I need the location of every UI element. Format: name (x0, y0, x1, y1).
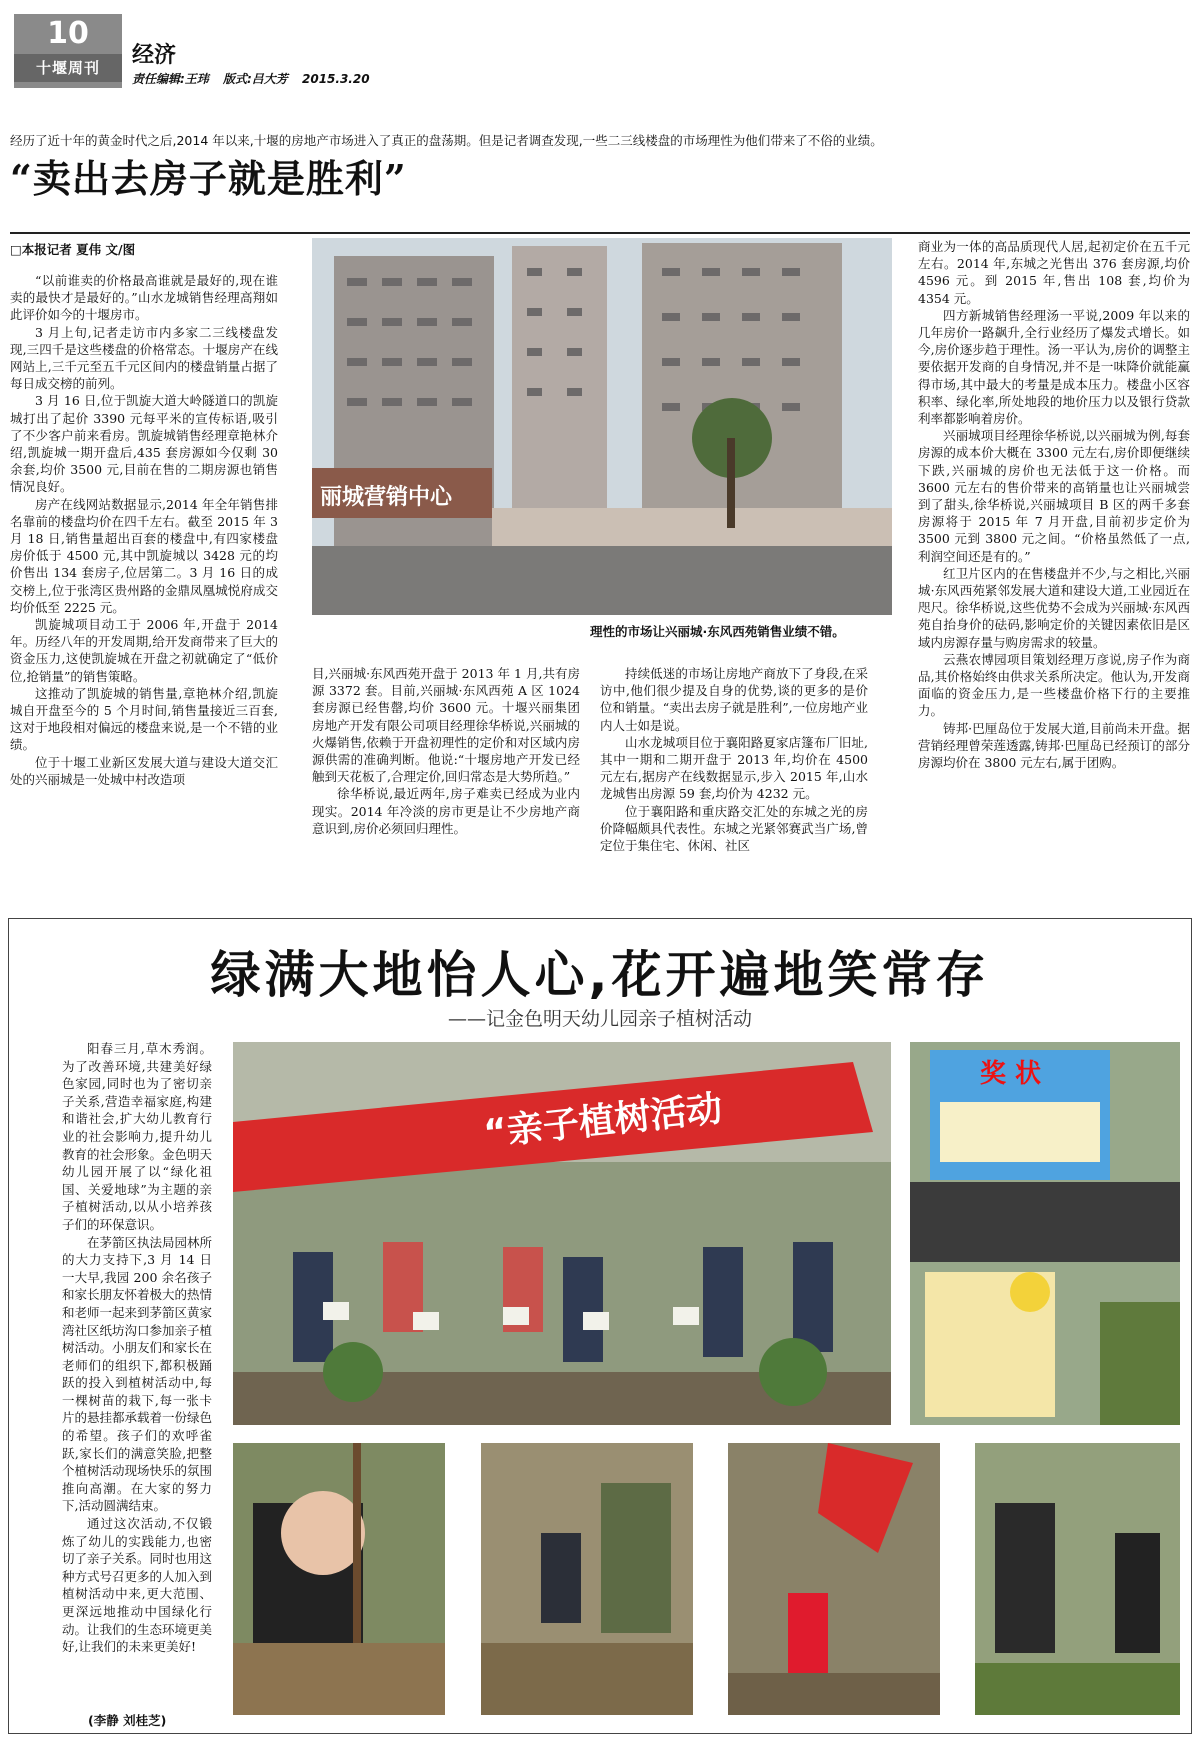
page-number-box (14, 14, 122, 88)
girl-flag-photo (728, 1443, 940, 1715)
paragraph: 徐华桥说,最近两年,房子难卖已经成为业内现实。2014 年冷淡的房市更是让不少房地产商意识到,房价必须回归理性。 (312, 786, 580, 836)
paragraph: 凯旋城项目动工于 2006 年,开盘于 2014 年。历经八年的开发周期,给开发商带来了巨大的资金压力,这使凯旋城在开盘之初就确定了“低价位,抢销量”的销售策略。 (10, 617, 278, 684)
paragraph: 四方新城销售经理汤一平说,2009 年以来的几年房价一路飙升,全行业经历了爆发式增长。如今,房价逐步趋于理性。汤一平认为,房价的调整主要依据开发商的自身情况,并不是一味降价就能赢得市场,其中最大的考量是成本压力。楼盘小区容积率、绿化率,所处地段的地价压力以及银行贷款利率都影响着房价。 (918, 307, 1190, 427)
article-lead: 经历了近十年的黄金时代之后,2014 年以来,十堰的房地产市场进入了真正的盘荡期。但是记者调查发现,一些二三线楼盘的市场理性为他们带来了不俗的业绩。 (10, 133, 883, 148)
paper-name: 十堰周刊 (14, 54, 122, 82)
paragraph: 房产在线网站数据显示,2014 年全年销售排名靠前的楼盘均价在四千左右。截至 2015 年 3 月 18 日,销售量超出百套的楼盘中,有四家楼盘房价低于 4500 元,其中凯旋城以 3428 元的均价售出 134 套房子,位居第二。3 月 16 日的成交榜上,位于张湾区贵州路的金鼎凤凰城悦府成交均价低至 2225 元。 (10, 496, 278, 615)
paragraph: 3 月上旬,记者走访市内多家二三线楼盘发现,三四千是这些楼盘的价格常态。十堰房产在线网站上,三千元至五千元区间内的楼盘销量占据了每日成交榜的前列。 (10, 324, 278, 392)
article-column-1 (10, 272, 278, 900)
article2-signature: (李静 刘桂芝) (88, 1713, 167, 1728)
paragraph: 通过这次活动,不仅锻炼了幼儿的实践能力,也密切了亲子关系。同时也用这种方式号召更多的人加入到植树活动中来,更大范围、更深远地推动中国绿化行动。让我们的生态环境更美好,让我们的未来更美好! (62, 1516, 212, 1655)
paragraph: 在茅箭区执法局园林所的大力支持下,3 月 14 日一大早,我园 200 余名孩子和家长朋友怀着极大的热情和老师一起来到茅箭区黄家湾社区纸坊沟口参加亲子植树活动。小朋友们和家长在老师们的组织下,都积极踊跃的投入到植树活动中,每一棵树苗的栽下,每一张卡片的悬挂都承载着一份绿色的希望。孩子们的欢呼雀跃,家长们的满意笑脸,把整个植树活动现场快乐的氛围推向高潮。在大家的努力下,活动圆满结束。 (62, 1234, 212, 1514)
banner-text: “亲子植树活动 (481, 1088, 725, 1155)
paragraph: 位于十堰工业新区发展大道与建设大道交汇处的兴丽城是一处城中村改造项 (10, 754, 278, 787)
editor-credit (132, 70, 380, 87)
article2-body (62, 1040, 212, 1708)
editor: 责任编辑:王玮 (132, 72, 209, 86)
article-column-4 (918, 238, 1190, 900)
article-headline: “卖出去房子就是胜利” (10, 156, 407, 201)
article-column-2 (312, 665, 580, 900)
paragraph: 云燕农博园项目策划经理万彦说,房子作为商品,其价格始终由供求关系所决定。他认为,开发商面临的资金压力,是一些楼盘价格下行的主要推力。 (918, 651, 1190, 719)
page-number: 10 (47, 16, 89, 51)
award-title: 奖 状 (980, 1059, 1042, 1089)
issue-date: 2015.3.20 (302, 72, 370, 86)
paragraph: “以前谁卖的价格最高谁就是最好的,现在谁卖的最快才是最好的。”山水龙城销售经理高翔如此评价如今的十堰房市。 (10, 273, 278, 323)
paragraph: 位于襄阳路和重庆路交汇处的东城之光的房价降幅颇具代表性。东城之光紧邻赛武当广场,曾定位于集住宅、休闲、社区 (600, 803, 868, 854)
article2-subhead: ——记金色明天幼儿园亲子植树活动 (447, 1008, 752, 1030)
paragraph: 铸邦·巴厘岛位于发展大道,目前尚未开盘。据营销经理曾荣莲透露,铸邦·巴厘岛已经预订的部分房源均价在 3800 元左右,属于团购。 (918, 720, 1190, 771)
award-photo (910, 1042, 1180, 1425)
paragraph: 商业为一体的高品质现代人居,起初定价在五千元左右。2014 年,东城之光售出 376 套房源,均价 4596 元。到 2015 年,售出 108 套,均价为 4354 元。 (918, 239, 1190, 306)
article-column-3 (600, 665, 868, 900)
group-photo (233, 1042, 891, 1425)
paragraph: 3 月 16 日,位于凯旋大道大岭隧道口的凯旋城打出了起价 3390 元每平米的宣传标语,吸引了不少客户前来看房。凯旋城销售经理章艳林介绍,凯旋城一期开盘后,435 套房源如今仅剩 30 余套,均价 3500 元,目前在售的二期房源也销售情况良好。 (10, 393, 278, 495)
paragraph: 红卫片区内的在售楼盘并不少,与之相比,兴丽城·东风西苑紧邻发展大道和建设大道,工业园近在咫尺。徐华桥说,这些优势不会成为兴丽城·东风西苑自抬身价的砝码,影响定价的关键因素依旧是区域内房源存量与购房需求的较量。 (918, 565, 1190, 650)
paragraph: 山水龙城项目位于襄阳路夏家店篷布厂旧址,其中一期和二期开盘于 2013 年,均价在 4500 元左右,据房产在线数据显示,步入 2015 年,山水龙城售出房源 59 套,均价为 4232 元。 (600, 734, 868, 802)
paragraph: 持续低迷的市场让房地产商放下了身段,在采访中,他们很少提及自身的优势,谈的更多的是价位和销量。“卖出去房子就是胜利”,一位房地产业内人士如是说。 (600, 666, 868, 733)
girl-planting-photo (233, 1443, 445, 1715)
boy-shoveling-photo (481, 1443, 693, 1715)
layout-editor: 版式:吕大芳 (223, 72, 288, 86)
sales-center-sign: 丽城营销中心 (320, 485, 453, 510)
father-son-photo (975, 1443, 1180, 1715)
divider (10, 232, 1190, 234)
paragraph: 目,兴丽城·东风西苑开盘于 2013 年 1 月,共有房源 3372 套。目前,兴丽城·东风西苑 A 区 1024 套房源已经售罄,均价 3600 元。十堰兴丽集团房地产开发有限公司项目经理徐华桥说,兴丽城的火爆销售,依赖于开盘初理性的定价和对区域内房源供需的准确判断。他说:“十堰房地产开发已经触到天花板了,合理定价,回归常态是大势所趋。” (312, 666, 580, 785)
masthead (10, 10, 1190, 90)
byline: □本报记者 夏伟 文/图 (10, 242, 136, 257)
building-photo (312, 238, 892, 615)
paragraph: 兴丽城项目经理徐华桥说,以兴丽城为例,每套房源的成本价大概在 3300 元左右,房价即便继续下跌,兴丽城的房价也无法低于这一价格。而 3600 元左右的售价带来的高销量也让兴丽城尝到了甜头,徐华桥说,兴丽城项目 B 区的两千多套房源将于 2015 年 7 月开盘,目前初步定价为 3500 元到 3800 元之间。“价格虽然低了一点,利润空间还是有的。” (918, 428, 1190, 564)
paragraph: 这推动了凯旋城的销售量,章艳林介绍,凯旋城自开盘至今的 5 个月时间,销售量接近三百套,这对于地段相对偏远的楼盘来说,是一个不错的业绩。 (10, 685, 278, 753)
photo-caption: 理性的市场让兴丽城·东风西苑销售业绩不错。 (590, 624, 845, 639)
section-title: 经济 (132, 43, 177, 68)
paragraph: 阳春三月,草木秀润。为了改善环境,共建美好绿色家园,同时也为了密切亲子关系,营造幸福家庭,构建和谐社会,扩大幼儿教育行业的社会影响力,提升幼儿教育的社会形象。金色明天幼儿园开展了以“绿化祖国、关爱地球”为主题的亲子植树活动,以从小培养孩子们的环保意识。 (62, 1041, 212, 1232)
article2-headline: 绿满大地怡人心,花开遍地笑常存 (210, 946, 990, 1004)
